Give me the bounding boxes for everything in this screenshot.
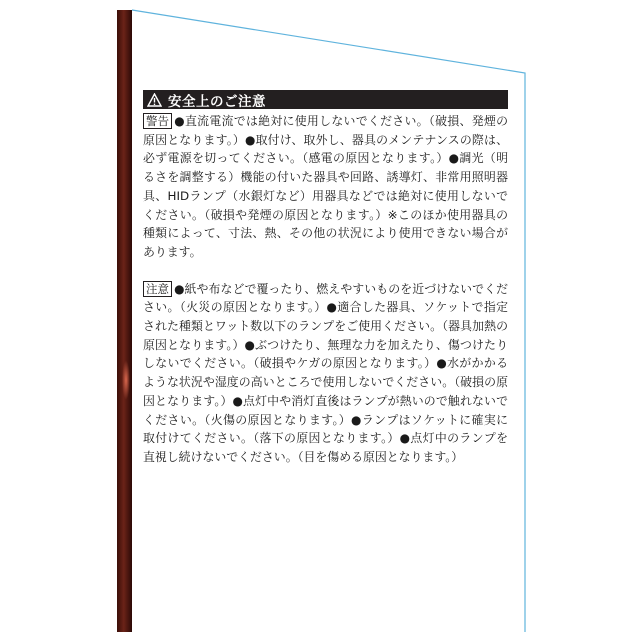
caution-label: 注意 — [143, 281, 172, 297]
safety-notice — [143, 90, 508, 467]
spine-highlight — [122, 360, 130, 400]
caution-text: ●紙や布などで覆ったり、燃えやすいものを近づけないでください。（火災の原因となります。）●適合した器具、ソケットで指定された種類とワット数以下のランプをご使用ください。（器具加熱の原因となります。）●ぶつけたり、無理な力を加えたり、傷つけたりしないでください。（破損やケガの原因となります。）●水がかかるような状況や湿度の高いところで使用しないでください。（破損の原因となります。）●点灯中や消灯直後はランプが熱いので触れないでください。（火傷の原因となります。）●ランプはソケットに確実に取付けてください。（落下の原因となります。）●点灯中のランプを直視し続けないでください。（目を傷める原因となります。） — [143, 281, 508, 464]
warning-triangle-icon — [147, 93, 162, 107]
warning-text: ●直流電流では絶対に使用しないでください。（破損、発煙の原因となります。）●取付け、取外し、器具のメンテナンスの際は、必ず電源を切ってください。（感電の原因となります。）●調光（明るさを調整する）機能の付いた器具や回路、誘導灯、非常用照明器具、HIDランプ（水銀灯など）用器具などでは絶対に使用しないでください。（破損や発煙の原因となります。）※このほか使用器具の種類によって、寸法、熱、その他の状況により使用できない場合があります。 — [143, 114, 508, 259]
warning-paragraph — [143, 112, 508, 262]
section-heading — [143, 90, 508, 109]
caution-paragraph — [143, 280, 508, 467]
warning-label: 警告 — [143, 113, 172, 129]
package-spine — [117, 10, 132, 632]
section-title: 安全上のご注意 — [168, 93, 266, 110]
